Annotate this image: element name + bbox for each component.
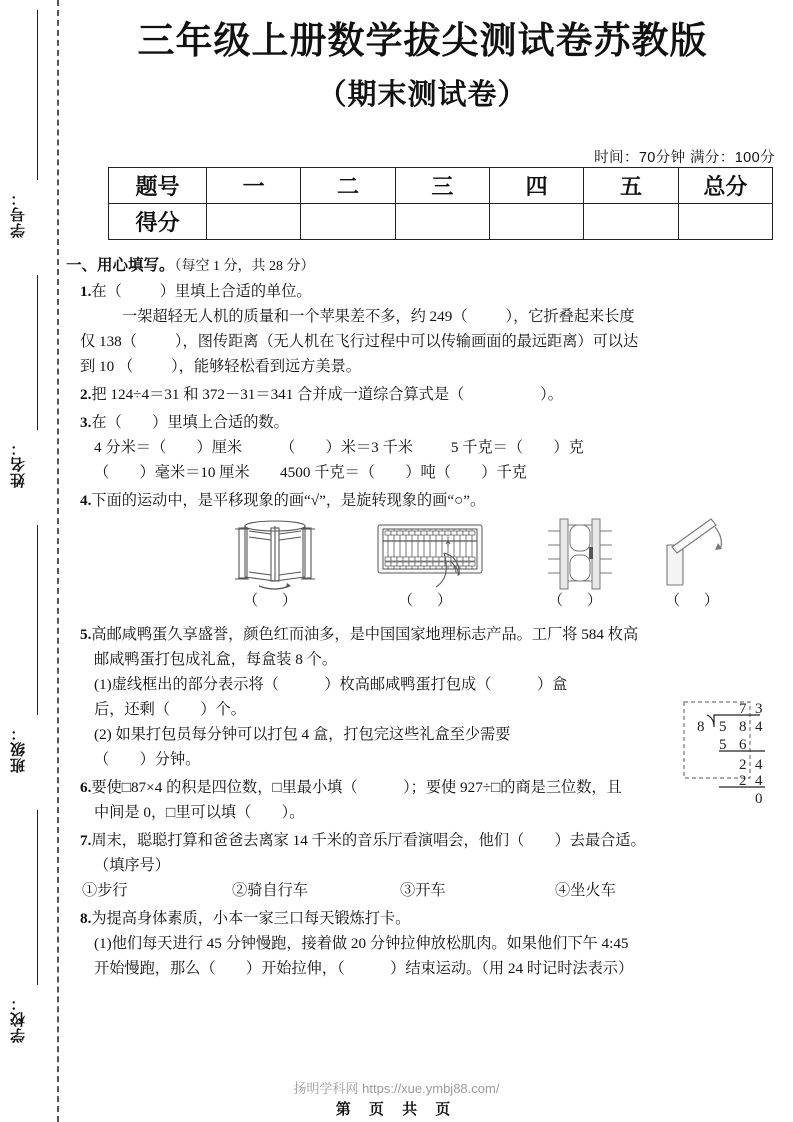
score-cell-1[interactable]: [207, 204, 301, 240]
q7-option-2[interactable]: ②骑自行车: [232, 882, 308, 899]
score-col-4: 四: [489, 168, 583, 204]
section-title: 一、用心填写。: [66, 257, 175, 274]
q2-line1: [66, 382, 778, 407]
q5-text1: 高邮咸鸭蛋久享盛誉，颜色红而油多，是中国国家地理标志产品。工厂将 584 枚高: [91, 626, 639, 643]
q7-option-4[interactable]: ④坐火车: [555, 882, 616, 899]
q4-line1: [66, 488, 778, 513]
division-sub2-a: 2: [739, 773, 747, 789]
q8-line2: (1)他们每天进行 45 分钟慢跑，接着做 20 分钟拉伸放松肌肉。如果他们下午 4:45: [94, 935, 629, 952]
division-sub1-b: 6: [739, 737, 747, 753]
margin-label-name: 姓名：: [10, 440, 27, 488]
q1-line3: 仅 138（ ），图传距离（无人机在飞行过程中可以传输画面的最远距离）可以达: [80, 333, 639, 350]
page-number-footer: 第 页 共 页: [335, 1101, 458, 1118]
division-dividend-boxed-2: 8: [739, 719, 747, 735]
division-sub1-a: 5: [719, 737, 727, 753]
title-main: 三年级上册数学拔尖测试卷苏教版: [137, 20, 708, 61]
q4-text1: 下面的运动中，是平移现象的画“√”，是旋转现象的画“○”。: [91, 492, 486, 509]
q3-line2: 4 分米＝（ ）厘米 （ ）米＝3 千米 5 千克＝（ ）克: [94, 439, 584, 456]
division-remainder: 0: [755, 791, 763, 807]
q4-caption-1[interactable]: （ ）: [243, 593, 307, 609]
question-6: [66, 775, 778, 825]
division-bringdown: 4: [755, 757, 763, 773]
exam-body: [66, 258, 778, 984]
q3-number: 3.: [80, 414, 92, 431]
q8-line3: 开始慢跑，那么（ ）开始拉伸，（ ）结束运动。（用 24 时记时法表示）: [94, 960, 634, 977]
q2-number: 2.: [80, 386, 92, 403]
q4-figure-3: [521, 517, 639, 609]
q4-caption-4[interactable]: （ ）: [665, 593, 729, 609]
q5-line6: （ ）分钟。: [94, 751, 201, 768]
score-cell-2[interactable]: [301, 204, 395, 240]
table-row-header: [109, 168, 773, 204]
exam-meta: 时间：70分钟 满分：100分: [594, 150, 775, 166]
score-table-row-label-0: 题号: [109, 168, 207, 204]
q6-line1: [66, 775, 778, 800]
q7-option-1[interactable]: ①步行: [82, 882, 128, 899]
q5-line4: 后，还剩（ ）个。: [94, 701, 246, 718]
revolving-door-icon: [219, 517, 331, 591]
q5-line5: (2) 如果打包员每分钟可以打包 4 盒，打包完这些礼盒至少需要: [94, 726, 511, 743]
question-2: [66, 382, 778, 407]
question-1: [66, 279, 778, 379]
q1-text1: 在（ ）里填上合适的单位。: [91, 283, 312, 300]
q6-line2: 中间是 0，□里可以填（ ）。: [94, 804, 305, 821]
q5-number: 5.: [80, 626, 92, 643]
q1-number: 1.: [80, 283, 92, 300]
q4-number: 4.: [80, 492, 92, 509]
division-sub2-b: 4: [755, 773, 763, 789]
q7-options: [66, 878, 778, 903]
q1-line1: [66, 279, 778, 304]
section-points: （每空 1 分，共 28 分）: [174, 259, 315, 274]
margin-rule-2: [37, 275, 38, 430]
table-row-scores: [109, 204, 773, 240]
q6-number: 6.: [80, 779, 92, 796]
score-cell-5[interactable]: [584, 204, 678, 240]
q1-line4: 到 10 （ ），能够轻松看到远方美景。: [80, 358, 361, 375]
division-dividend-outside: 4: [755, 719, 763, 735]
q4-figure-1: [216, 517, 334, 609]
division-quotient-outside: 3: [755, 701, 763, 717]
margin-rule-4: [37, 810, 38, 985]
q5-long-division: [681, 699, 785, 822]
binding-dashed-line: [57, 0, 59, 1122]
q3-text1: 在（ ）里填上合适的数。: [91, 414, 289, 431]
question-3: [66, 410, 778, 485]
margin-label-school: 学校：: [10, 995, 27, 1043]
margin-label-class: 班级：: [10, 725, 27, 773]
question-7: [66, 828, 778, 903]
q7-number: 7.: [80, 832, 92, 849]
q2-text1: 把 124÷4＝31 和 372－31＝341 合并成一道综合算式是（ ）。: [91, 386, 563, 403]
margin-rule-1: [37, 10, 38, 180]
score-table: [108, 167, 773, 240]
division-rem1: 2: [739, 757, 747, 773]
q4-figure-4: [638, 517, 756, 609]
section-heading-1: [66, 258, 778, 274]
score-col-3: 三: [395, 168, 489, 204]
q4-caption-3[interactable]: （ ）: [548, 593, 612, 609]
score-cell-3[interactable]: [395, 204, 489, 240]
q4-figure-2: [371, 517, 489, 609]
abacus-icon: [374, 517, 486, 591]
score-col-total: 总分: [678, 168, 772, 204]
watermark-text: 扬明学科网 https://xue.ymbj88.com/: [293, 1081, 500, 1096]
q8-line1: [66, 906, 778, 931]
q8-text1: 为提高身体素质，小本一家三口每天锻炼打卡。: [91, 910, 411, 927]
q5-line2: 邮咸鸭蛋打包成礼盒，每盒装 8 个。: [94, 651, 337, 668]
q6-text1: 要使□87×4 的积是四位数，□里最小填（ ）；要使 927÷□的商是三位数，且: [91, 779, 622, 796]
q7-option-3[interactable]: ③开车: [400, 882, 446, 899]
margin-rule-3: [37, 525, 38, 715]
page-title: [60, 18, 785, 113]
score-col-5: 五: [584, 168, 678, 204]
title-sub: （期末测试卷）: [317, 79, 528, 112]
score-table-row-label-1: 得分: [109, 204, 207, 240]
score-col-2: 二: [301, 168, 395, 204]
division-divisor: 8: [697, 719, 705, 735]
barrier-gate-icon: [641, 517, 753, 591]
q8-number: 8.: [80, 910, 92, 927]
question-5: [66, 622, 778, 772]
q4-figure-row: [66, 517, 778, 619]
q7-text1: 周末，聪聪打算和爸爸去离家 14 千米的音乐厅看演唱会，他们（ ）去最合适。: [91, 832, 646, 849]
q3-line1: [66, 410, 778, 435]
q1-line2: 一架超轻无人机的质量和一个苹果差不多，约 249（ ），它折叠起来长度: [122, 308, 635, 325]
q7-line1: [66, 828, 778, 853]
question-8: [66, 906, 778, 981]
elevator-icon: [524, 517, 636, 591]
q4-caption-2[interactable]: （ ）: [398, 593, 462, 609]
score-cell-total[interactable]: [678, 204, 772, 240]
division-quotient-boxed: 7: [739, 701, 747, 717]
q7-line2: （填序号）: [94, 857, 170, 874]
margin-label-student-id: 学号：: [10, 190, 27, 238]
question-4: [66, 488, 778, 619]
score-col-1: 一: [207, 168, 301, 204]
division-dividend-boxed: 5: [719, 719, 727, 735]
q3-line3: （ ）毫米＝10 厘米 4500 千克＝（ ）吨（ ）千克: [94, 464, 527, 481]
q5-line3: (1)虚线框出的部分表示将（ ）枚高邮咸鸭蛋打包成（ ）盒: [94, 676, 568, 693]
long-division-diagram: [681, 699, 785, 817]
score-cell-4[interactable]: [489, 204, 583, 240]
student-info-margin: [0, 0, 57, 1122]
q5-line1: [66, 622, 778, 647]
